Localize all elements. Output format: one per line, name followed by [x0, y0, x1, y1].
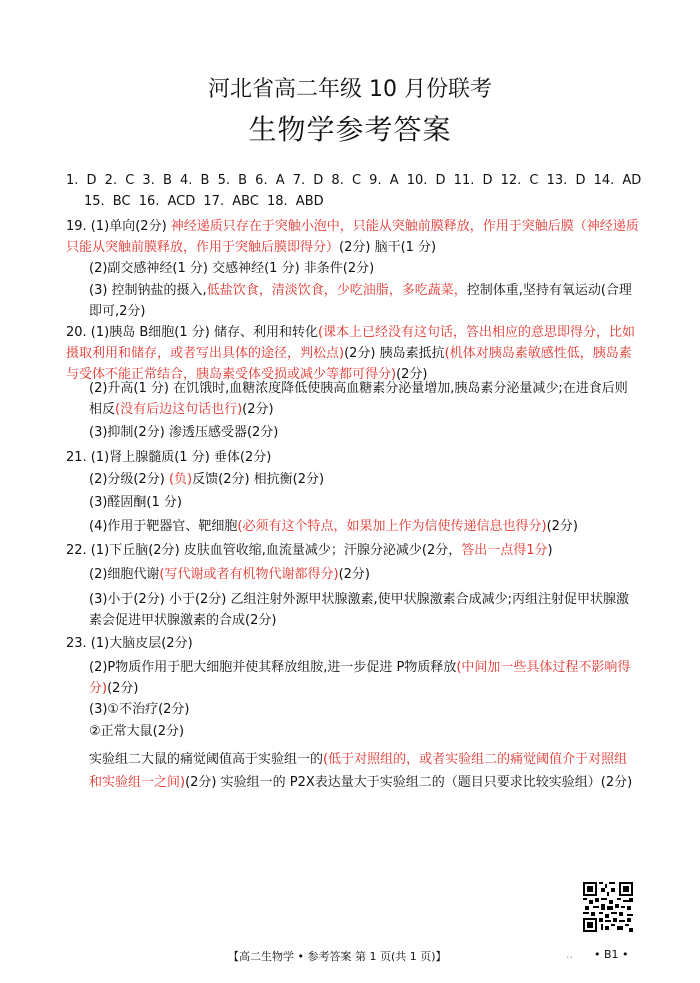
q22-part1-text: 22. (1)下丘脑(2分) 皮肤血管收缩,血流量减少；汗腺分泌减少(2分，	[66, 543, 462, 558]
q22-part1-tail: )	[547, 543, 553, 558]
footer-page-label: 【高二生物学 • 参考答案 第 1 页(共 1 页)】	[228, 950, 447, 963]
q23-part5-tail: (2分) 实验组一的 P2X表达量大于实验组二的（题目只要求比较实验组）(2分)	[185, 775, 633, 790]
q19-part1-text: 19. (1)单向(2分)	[66, 219, 171, 234]
q21-part4	[89, 516, 637, 537]
q22-part2	[89, 564, 637, 585]
q21-part4-note: (必须有这个特点，如果加上作为信使传递信息也得分)	[237, 519, 547, 534]
q22-part1	[66, 540, 638, 561]
q19-part2: (2)副交感神经(1 分) 交感神经(1 分) 非条件(2分)	[89, 261, 375, 276]
q22-part1-note: 答出一点得1分	[461, 543, 548, 558]
q23-part2-tail: (2分)	[107, 681, 139, 696]
q21-part4-tail: (2分)	[546, 519, 578, 534]
q21-part2	[89, 469, 637, 490]
q20-part3: (3)抑制(2分) 渗透压感受器(2分)	[89, 425, 279, 440]
q23-part5	[89, 748, 637, 794]
q23-part5-note: (低于对照组的，或者实验组二的痛觉阈值介于对照组和实验组一之间)	[89, 752, 628, 790]
q22-part2-note: (写代谢或者有机物代谢都得分)	[159, 567, 339, 582]
document-title: 河北省高二年级 10 月份联考	[208, 77, 492, 102]
q19-part1	[66, 216, 646, 258]
q20-part1-text: 20. (1)胰岛 B细胞(1 分) 储存、利用和转化	[66, 325, 318, 340]
q23-part1: 23. (1)大脑皮层(2分)	[66, 636, 193, 651]
q21-part3: (3)醛固酮(1 分)	[89, 495, 182, 510]
q21-part2-text: (2)分级(2分)	[89, 472, 169, 487]
q22-part2-text: (2)细胞代谢	[89, 567, 160, 582]
q20-part2-note: (没有后边这句话也行)	[115, 402, 243, 417]
q20-part1-note2: (机体对胰岛素敏感性低，胰岛素与受体不能正常结合，胰岛素受体受损或减少等都可得分)	[66, 346, 632, 382]
q23-part5-text: 实验组二大鼠的痛觉阈值高于实验组一的	[89, 752, 324, 767]
q22-part2-tail: (2分)	[338, 567, 370, 582]
q21-part2-tail: 反馈(2分) 相抗衡(2分)	[192, 472, 325, 487]
q23-part2-text: (2)P物质作用于肥大细胞并使其释放组胺,进一步促进 P物质释放	[89, 660, 457, 675]
q23-part3: (3)①不治疗(2分)	[89, 702, 190, 717]
q19-part3-text: (3) 控制钠盐的摄入,	[89, 283, 207, 298]
q19-part1-note: 神经递质只存在于突触小泡中，只能从突触前膜释放，作用于突触后膜（神经递质只能从突触前膜释放，作用于突触后膜即得分）	[66, 219, 639, 255]
q23-part2-note: (中间加一些具体过程不影响得分)	[89, 660, 631, 696]
q20-part2-text: (2)升高(1 分) 在饥饿时,血糖浓度降低使胰高血糖素分泌量增加,胰岛素分泌量减少;在进食后则相反	[89, 381, 628, 417]
q23-part2	[89, 657, 637, 699]
q19-part3-tail: 控制体重,坚持有氧运动(合理即可,2分)	[89, 283, 632, 319]
mc-answers-line2: 15. BC 16. ACD 17. ABC 18. ABD	[84, 194, 324, 209]
q19-part3-note: 低盐饮食，清淡饮食，少吃油脂，多吃蔬菜，	[206, 283, 467, 298]
q21-part1: 21. (1)肾上腺髓质(1 分) 垂体(2分)	[66, 450, 272, 465]
q20-part1-tail: (2分)	[396, 367, 428, 382]
q22-part3: (3)小于(2分) 小于(2分) 乙组注射外源甲状腺激素,使甲状腺激素合成减少;丙组注射促甲状腺激素会促进甲状腺激素的合成(2分)	[89, 592, 630, 628]
q20-part1-note1: (课本上已经没有这句话，答出相应的意思即得分，比如摄取利用和储存，或者写出具体的途径，判松点)	[66, 325, 636, 361]
q19-part1-tail: (2分) 脑干(1 分)	[339, 240, 437, 255]
document-subtitle: 生物学参考答案	[248, 113, 452, 146]
mc-answers-line1: 1. D 2. C 3. B 4. B 5. B 6. A 7. D 8. C 9. A 10. D 11. D 12. C 13. D 14. AD	[66, 173, 642, 188]
q20-part1	[66, 322, 638, 385]
footer-code: • B1 •	[594, 948, 629, 961]
q21-part4-text: (4)作用于靶器官、靶细胞	[89, 519, 238, 534]
q23-part4: ②正常大鼠(2分)	[89, 724, 185, 739]
q20-part1-mid: (2分) 胰岛素抵抗	[344, 346, 445, 361]
q20-part2-tail: (2分)	[242, 402, 274, 417]
q21-part2-note: (负)	[168, 472, 193, 487]
q20-part2	[89, 378, 637, 420]
q19-part3	[89, 280, 637, 322]
footer-dots: ..	[566, 948, 573, 961]
qr-code-icon	[583, 882, 633, 932]
